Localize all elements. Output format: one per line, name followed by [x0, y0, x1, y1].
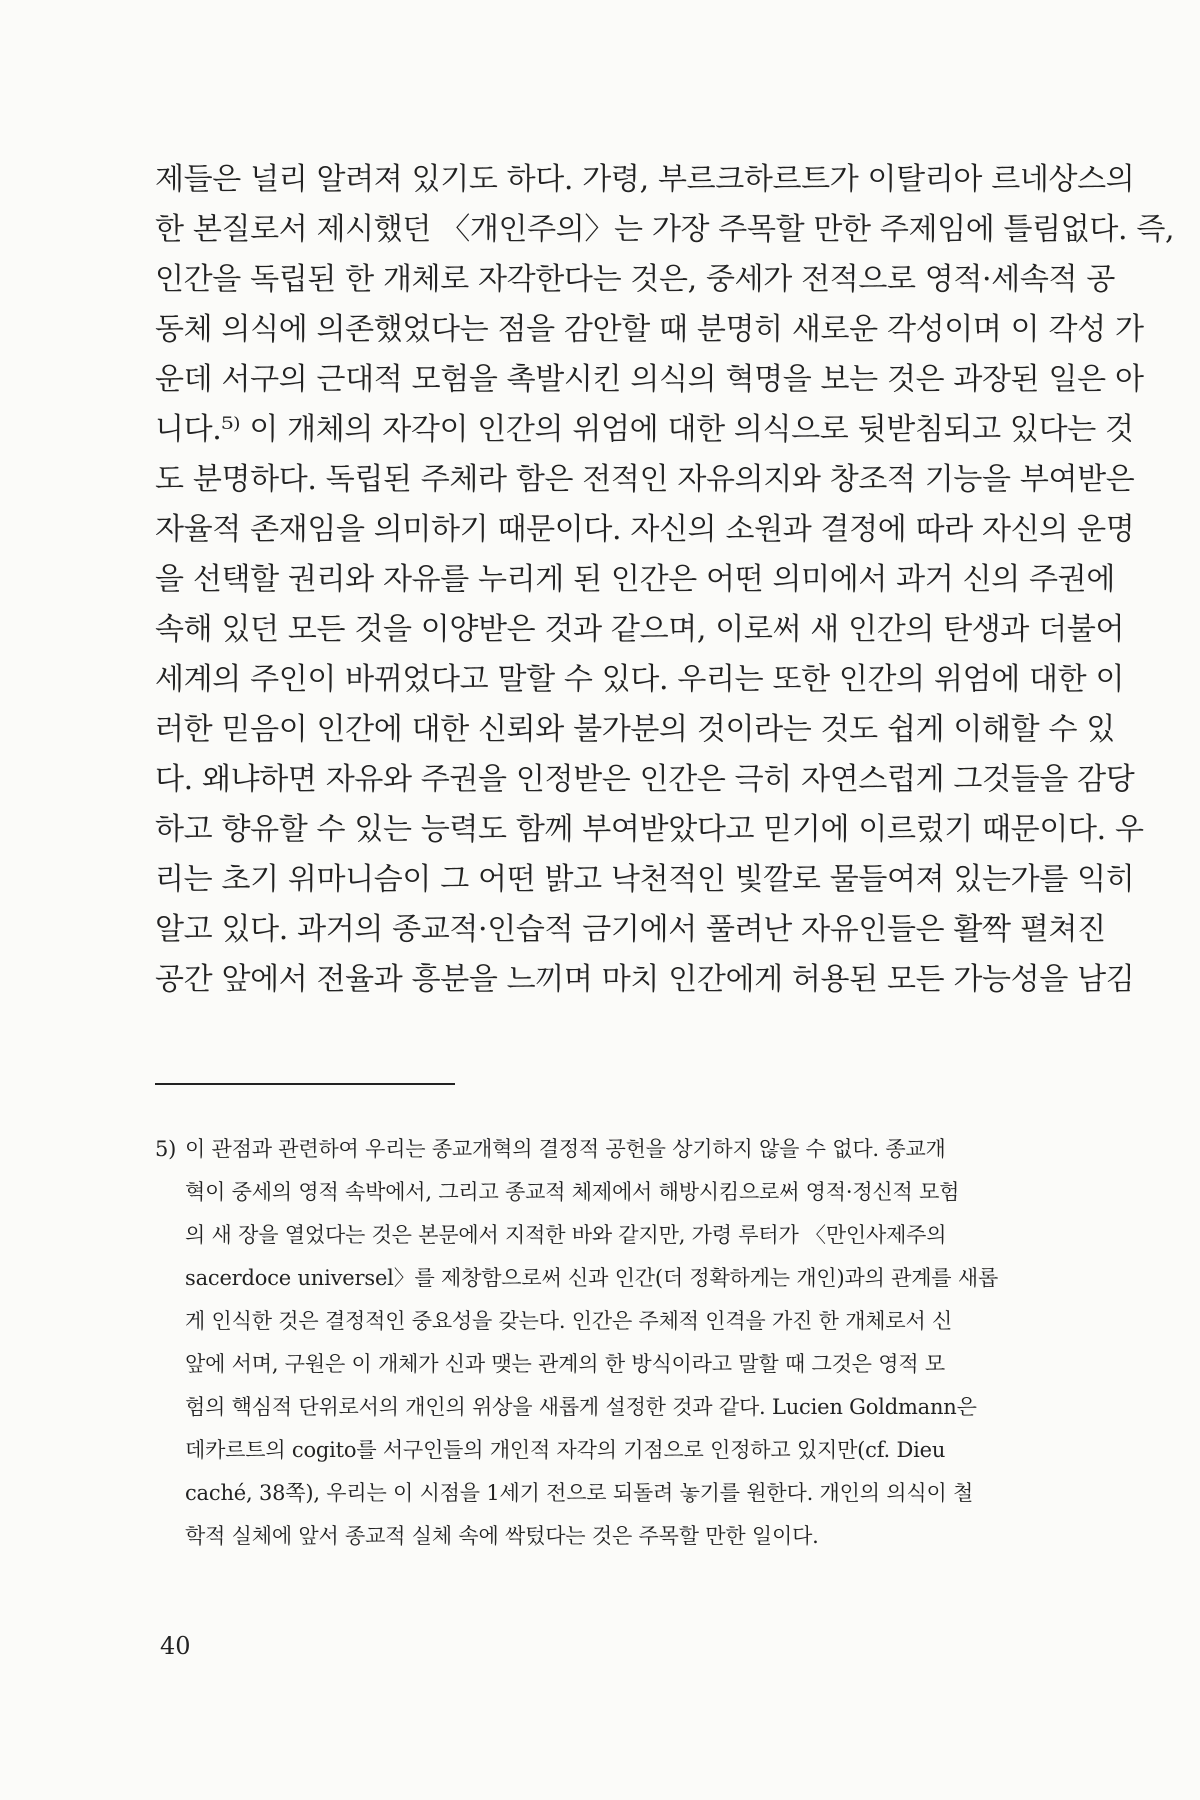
body-line: 인간을 독립된 한 개체로 자각한다는 것은, 중세가 전적으로 영적·세속적 공	[155, 262, 1115, 297]
body-line: 알고 있다. 과거의 종교적·인습적 금기에서 풀려난 자유인들은 활짝 펼쳐진	[155, 912, 1106, 947]
body-line: 을 선택할 권리와 자유를 누리게 된 인간은 어떤 의미에서 과거 신의 주권에	[155, 562, 1115, 597]
body-line: 속해 있던 모든 것을 이양받은 것과 같으며, 이로써 새 인간의 탄생과 더불어	[155, 612, 1125, 647]
footnote-line: 앞에 서며, 구원은 이 개체가 신과 맺는 관계의 한 방식이라고 말할 때 그것은 영적 모	[185, 1352, 945, 1376]
footnote-line: 게 인식한 것은 결정적인 중요성을 갖는다. 인간은 주체적 인격을 가진 한 개체로서 신	[185, 1309, 953, 1333]
body-line: 니다.⁵⁾ 이 개체의 자각이 인간의 위엄에 대한 의식으로 뒷받침되고 있다는 것	[155, 412, 1134, 447]
body-line: 리는 초기 위마니슴이 그 어떤 밝고 낙천적인 빛깔로 물들여져 있는가를 익히	[155, 862, 1135, 897]
body-line: 도 분명하다. 독립된 주체라 함은 전적인 자유의지와 창조적 기능을 부여받은	[155, 462, 1135, 497]
body-line: 운데 서구의 근대적 모험을 촉발시킨 의식의 혁명을 보는 것은 과장된 일은 아	[155, 362, 1144, 397]
footnote-line: sacerdoce universel〉를 제창함으로써 신과 인간(더 정확하게는 개인)과의 관계를 새롭	[185, 1266, 999, 1290]
body-line: 러한 믿음이 인간에 대한 신뢰와 불가분의 것이라는 것도 쉽게 이해할 수 있	[155, 712, 1115, 747]
footnote-line: 험의 핵심적 단위로서의 개인의 위상을 새롭게 설정한 것과 같다. Lucien Goldmann은	[185, 1395, 977, 1419]
footnote-line: 학적 실체에 앞서 종교적 실체 속에 싹텄다는 것은 주목할 만한 일이다.	[185, 1524, 819, 1548]
body-line: 다. 왜냐하면 자유와 주권을 인정받은 인간은 극히 자연스럽게 그것들을 감당	[155, 762, 1135, 797]
footnote-line: caché, 38쪽), 우리는 이 시점을 1세기 전으로 되돌려 놓기를 원한다. 개인의 의식이 철	[185, 1481, 974, 1505]
footnote-line: 혁이 중세의 영적 속박에서, 그리고 종교적 체제에서 해방시킴으로써 영적·정신적 모험	[185, 1180, 960, 1204]
footnote-text: 이 관점과 관련하여 우리는 종교개혁의 결정적 공헌을 상기하지 않을 수 없다. 종교개	[185, 1137, 946, 1161]
body-line: 하고 향유할 수 있는 능력도 함께 부여받았다고 믿기에 이르렀기 때문이다. 우	[155, 812, 1144, 847]
body-line: 동체 의식에 의존했었다는 점을 감안할 때 분명히 새로운 각성이며 이 각성 가	[155, 312, 1144, 347]
body-line: 제들은 널리 알려져 있기도 하다. 가령, 부르크하르트가 이탈리아 르네상스의	[155, 162, 1135, 197]
footnote-divider	[155, 1083, 455, 1085]
main-body-text	[155, 155, 1175, 1005]
footnote-line: 데카르트의 cogito를 서구인들의 개인적 자각의 기점으로 인정하고 있지만(cf. Dieu	[185, 1438, 946, 1462]
footnote-line	[155, 1128, 1060, 1171]
page-number: 40	[160, 1632, 191, 1660]
body-line: 세계의 주인이 바뀌었다고 말할 수 있다. 우리는 또한 인간의 위엄에 대한 이	[155, 662, 1125, 697]
footnote-line: 의 새 장을 열었다는 것은 본문에서 지적한 바와 같지만, 가령 루터가 〈만인사제주의	[185, 1223, 947, 1247]
body-line: 자율적 존재임을 의미하기 때문이다. 자신의 소원과 결정에 따라 자신의 운명	[155, 512, 1135, 547]
footnote	[155, 1128, 1060, 1558]
body-line: 공간 앞에서 전율과 흥분을 느끼며 마치 인간에게 허용된 모든 가능성을 남김	[155, 962, 1135, 997]
body-line: 한 본질로서 제시했던 〈개인주의〉는 가장 주목할 만한 주제임에 틀림없다. 즉,	[155, 212, 1175, 247]
footnote-number: 5)	[155, 1137, 177, 1161]
